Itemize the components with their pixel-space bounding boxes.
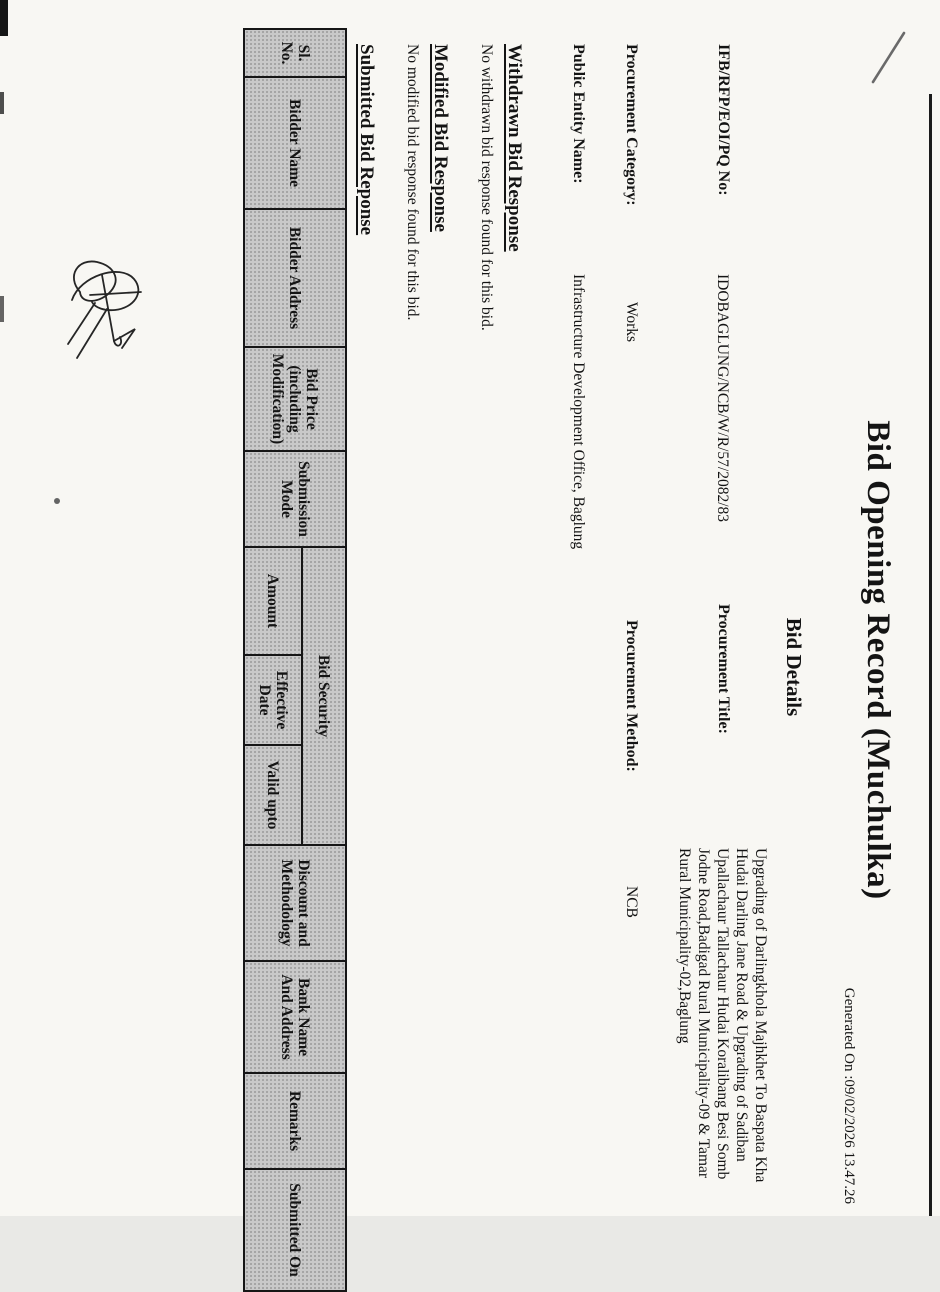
modified-bid-section — [403, 44, 451, 1206]
withdrawn-bid-heading: Withdrawn Bid Response — [504, 44, 525, 252]
procurement-title-line: Upgrading of Darlingkhola Majhkhet To Baspata Kha — [752, 848, 769, 1183]
bid-details-grid — [569, 44, 771, 1206]
submitted-bid-section — [243, 41, 377, 1277]
public-entity-value: Infrastructure Development Office, Baglung — [570, 274, 587, 550]
table-header-row — [302, 29, 346, 1291]
col-sl-no: Sl. No. — [244, 29, 346, 77]
ink-speck — [54, 498, 60, 504]
col-bid-price: Bid Price (including Modification) — [244, 347, 346, 451]
procurement-title-line: Upallachaur Tallachaur Hudai Koralibang Besi Somb — [714, 848, 731, 1180]
diagonal-pen-stroke — [866, 28, 910, 88]
scan-edge-mark — [0, 0, 8, 36]
col-amount: Amount — [244, 547, 302, 655]
procurement-title-line: Hudai Darling Jane Road & Upgrading of Sadiban — [733, 848, 750, 1162]
submitted-bid-table — [243, 28, 347, 1292]
generated-on-timestamp: Generated On :09/02/2026 13.47.26 — [841, 987, 857, 1204]
ifb-no-value: IDOBAGLUNG/NCB/W/R/57/2082/83 — [714, 274, 732, 522]
procurement-title-value — [675, 810, 771, 1206]
procurement-title-label: Procurement Title: — [715, 604, 732, 734]
procurement-category-label: Procurement Category: — [623, 44, 641, 206]
procurement-category-value: Works — [623, 302, 640, 343]
signature-scribble — [50, 246, 152, 368]
public-entity-label: Public Entity Name: — [570, 44, 588, 184]
procurement-title-line: Jodne Road,Badigad Rural Municipality-09 & Tamar — [695, 848, 712, 1179]
submitted-bid-heading: Submitted Bid Reponse — [356, 44, 377, 236]
scan-edge-mark — [0, 296, 4, 322]
col-discount-methodology: Discount and Methodology — [244, 845, 346, 961]
col-bank-name-address: Bank Name And Address — [244, 961, 346, 1073]
col-bidder-name: Bidder Name — [244, 77, 346, 209]
modified-bid-body: No modified bid response found for this bid. — [404, 44, 421, 321]
col-remarks: Remarks — [244, 1073, 346, 1169]
procurement-method-label: Procurement Method: — [623, 620, 641, 772]
ifb-no-label: IFB/RFP/EOI/PQ No: — [715, 44, 732, 196]
col-bidder-address: Bidder Address — [244, 209, 346, 347]
withdrawn-bid-body: No withdrawn bid response found for this bid. — [478, 44, 495, 331]
col-submission-mode: Submission Mode — [244, 451, 346, 547]
modified-bid-heading: Modified Bid Response — [430, 44, 451, 232]
document-title: Bid Opening Record (Muchulka) — [860, 420, 896, 900]
col-group-bid-security: Bid Security — [302, 547, 346, 845]
scan-edge-line — [929, 94, 932, 1216]
col-effective-date: Effective Date — [244, 655, 302, 745]
scan-edge-mark — [0, 92, 4, 114]
procurement-title-line: Rural Municipality-02,Baglung — [676, 848, 693, 1044]
bid-details-heading: Bid Details — [782, 617, 806, 717]
col-valid-upto: Valid upto — [244, 745, 302, 845]
procurement-method-value: NCB — [623, 886, 640, 918]
col-submitted-on: Submitted On — [244, 1169, 346, 1291]
withdrawn-bid-section — [477, 44, 525, 1206]
